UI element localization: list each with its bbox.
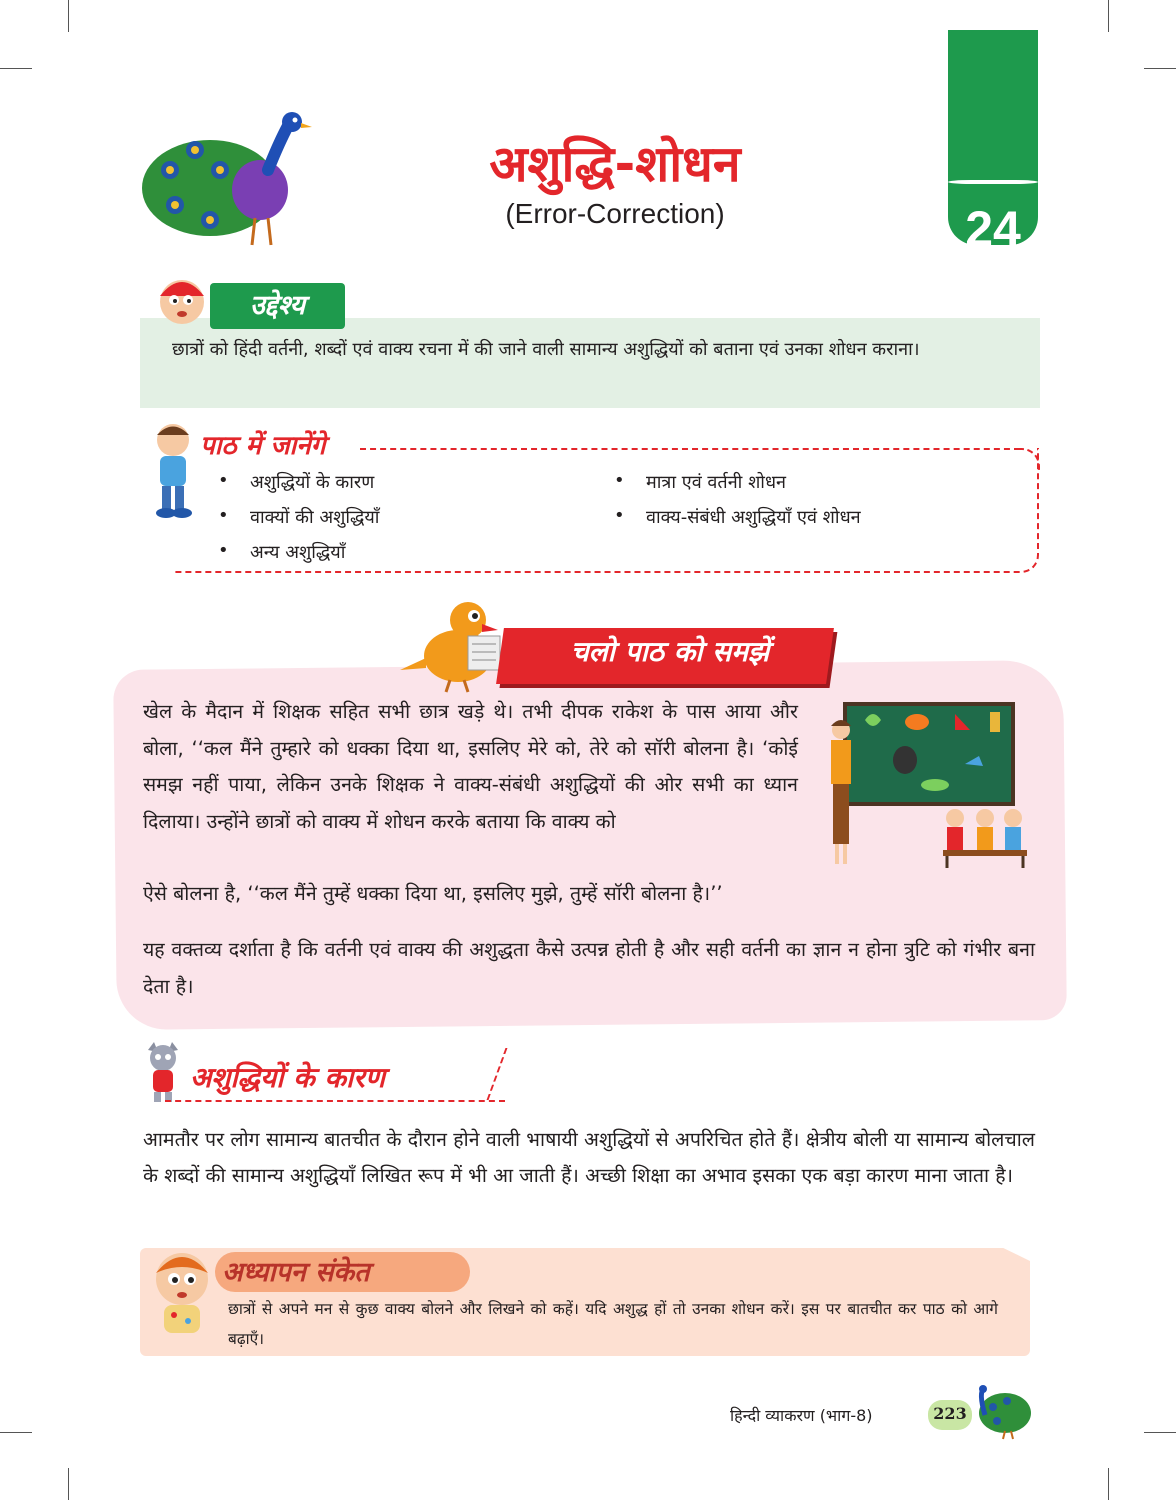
lesson-paragraph-end: ऐसे बोलना है, ‘‘कल मैंने तुम्हें धक्का दिया था, इसलिए मुझे, तुम्हें सॉरी बोलना है।’’ — [143, 882, 723, 905]
teaching-hint-heading: अध्यापन संकेत — [222, 1257, 370, 1288]
crop-mark — [0, 68, 32, 69]
footer-book-title: हिन्दी व्याकरण (भाग-8) — [730, 1406, 873, 1425]
crop-mark — [1144, 1432, 1176, 1433]
chapter-number: 24 — [965, 201, 1021, 257]
learn-item: • अशुद्धियों के कारण — [250, 470, 374, 494]
chapter-title: अशुद्धि-शोधन — [489, 135, 741, 193]
crop-mark — [1144, 68, 1176, 69]
boy-mascot-icon — [152, 268, 212, 334]
crop-mark — [1108, 0, 1109, 32]
chapter-tab-divider — [948, 180, 1038, 184]
chapter-subtitle: (Error-Correction) — [505, 198, 725, 229]
teaching-hint-text: छात्रों से अपने मन से कुछ वाक्य बोलने और लिखने को कहें। यदि अशुद्ध हों तो उनका शोधन करें। इस पर बातचीत कर पाठ को आगे बढ़ाएँ। — [228, 1300, 998, 1348]
learn-item: • वाक्यों की अशुद्धियाँ — [250, 505, 379, 529]
boy-mascot-icon — [148, 420, 198, 520]
teacher-boy-icon — [150, 1245, 220, 1335]
page-number: 223 — [933, 1404, 967, 1423]
peacock-illustration — [140, 110, 320, 250]
learn-item: • वाक्य-संबंधी अशुद्धियाँ एवं शोधन — [646, 505, 861, 529]
lesson-summary: यह वक्तव्य दर्शाता है कि वर्तनी एवं वाक्य की अशुद्धता कैसे उत्पन्न होती है और सही वर्तनी का ज्ञान न होना त्रुटि को गंभीर बना देता है। — [143, 938, 1035, 998]
chapter-tab — [948, 30, 1038, 257]
causes-divider — [487, 1048, 510, 1100]
learn-item: • मात्रा एवं वर्तनी शोधन — [646, 470, 786, 494]
peacock-illustration — [975, 1385, 1035, 1440]
crop-mark — [68, 1468, 69, 1500]
learn-heading: पाठ में जानेंगे — [200, 431, 326, 461]
causes-text: आमतौर पर लोग सामान्य बातचीत के दौरान होने वाली भाषायी अशुद्धियों से अपरिचित होते हैं। क्षेत्रीय बोली या सामान्य बोलचाल के शब्दों की सामान्य अशुद्धियाँ लिखित रूप में भी आ जाती हैं। अच्छी शिक्षा का अभाव इसका एक बड़ा कारण माना जाता है। — [143, 1128, 1035, 1187]
causes-underline — [165, 1100, 505, 1102]
lesson-paragraph: खेल के मैदान में शिक्षक सहित सभी छात्र खड़े थे। तभी दीपक राकेश के पास आया और बोला, ‘‘कल मैंने तुम्हारे को धक्का दिया था, इसलिए मेरे को, तेरे को सॉरी बोलना है। ‘कोई समझ नहीं पाया, लेकिन उनके शिक्षक ने वाक्य-संबंधी अशुद्धियों की ओर सभी का ध्यान दिलाया। उन्होंने छात्रों को वाक्य में शोधन करके बताया कि वाक्य को — [143, 700, 798, 833]
objective-text: छात्रों को हिंदी वर्तनी, शब्दों एवं वाक्य रचना में की जाने वाली सामान्य अशुद्धियों को बताना एवं उनका शोधन कराना। — [172, 339, 920, 360]
crop-mark — [68, 0, 69, 32]
crop-mark — [1108, 1468, 1109, 1500]
classroom-illustration — [825, 700, 1035, 870]
crop-mark — [0, 1432, 32, 1433]
lesson-banner-text: चलो पाठ को समझें — [570, 635, 770, 668]
causes-heading: अशुद्धियों के कारण — [190, 1061, 386, 1094]
learn-box-border — [360, 448, 1020, 450]
cat-mascot-icon — [140, 1040, 186, 1104]
objective-heading: उद्देश्य — [210, 283, 345, 329]
learn-item: • अन्य अशुद्धियाँ — [250, 540, 345, 564]
